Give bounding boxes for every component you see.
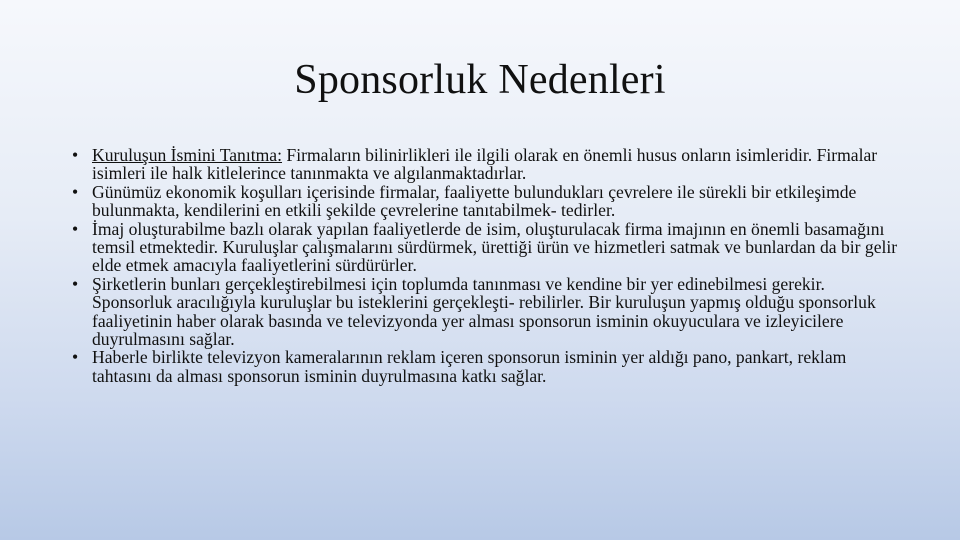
bullet-text: İmaj oluşturabilme bazlı olarak yapılan faaliyetlerde de isim, oluşturulacak firma imajının en önemli basamağını temsil etmektedir. Kuruluşlar çalışmalarını sürdürmek, ürettiği ürün ve hizmetleri satmak ve bunlardan da bir gelir elde etmek amacıyla faaliyetlerini sürdürürler. [92, 218, 898, 276]
bullet-list-container [70, 146, 900, 385]
bullet-lead-text: Kuruluşun İsmini Tanıtma: [92, 145, 283, 165]
bullet-marker: • [72, 347, 79, 368]
bullet-text: Şirketlerin bunları gerçekleştirebilmesi için toplumda tanınması ve kendine bir yer edinebilmesi gerekir. Sponsorluk aracılığıyla kuruluşlar bu isteklerini gerçekleşti- rebilirler. Bir kuruluşun yapmış olduğu sponsorluk faaliyetinin haber olarak basında ve televizyonda yer alması sponsorun isminin okuyuculara ve izleyicilere duyrulmasını sağlar. [92, 273, 876, 350]
bullet-text: Haberle birlikte televizyon kameralarının reklam içeren sponsorun isminin yer aldığı pano, pankart, reklam tahtasını da alması sponsorun isminin duyrulmasına katkı sağlar. [92, 347, 847, 386]
bullet-text: Firmaların bilinirlikleri ile ilgili olarak en önemli husus onların isimleridir. Firmalar isimleri ile halk kitlelerince tanınmakta ve algılanmaktadırlar. [92, 145, 878, 184]
bullet-item-imaj [70, 220, 900, 275]
bullet-item-ekonomik-kosullar [70, 183, 900, 220]
bullet-marker: • [72, 273, 79, 294]
bullet-text: Günümüz ekonomik koşulları içerisinde firmalar, faaliyette bulundukları çevrelere ile sürekli bir etkileşimde bulunmakta, kendilerini en etkili şekilde çevrelerine tanıtabilmek- tedirler. [92, 181, 857, 221]
slide-title: Sponsorluk Nedenleri [294, 57, 666, 103]
bullet-marker: • [72, 181, 79, 202]
bullet-marker: • [72, 145, 79, 165]
bullet-item-sirketler [70, 275, 900, 349]
bullet-item-isim-tanitma [70, 146, 900, 183]
bullet-list [70, 146, 900, 385]
bullet-marker: • [72, 218, 79, 239]
bullet-item-haberle [70, 348, 900, 385]
